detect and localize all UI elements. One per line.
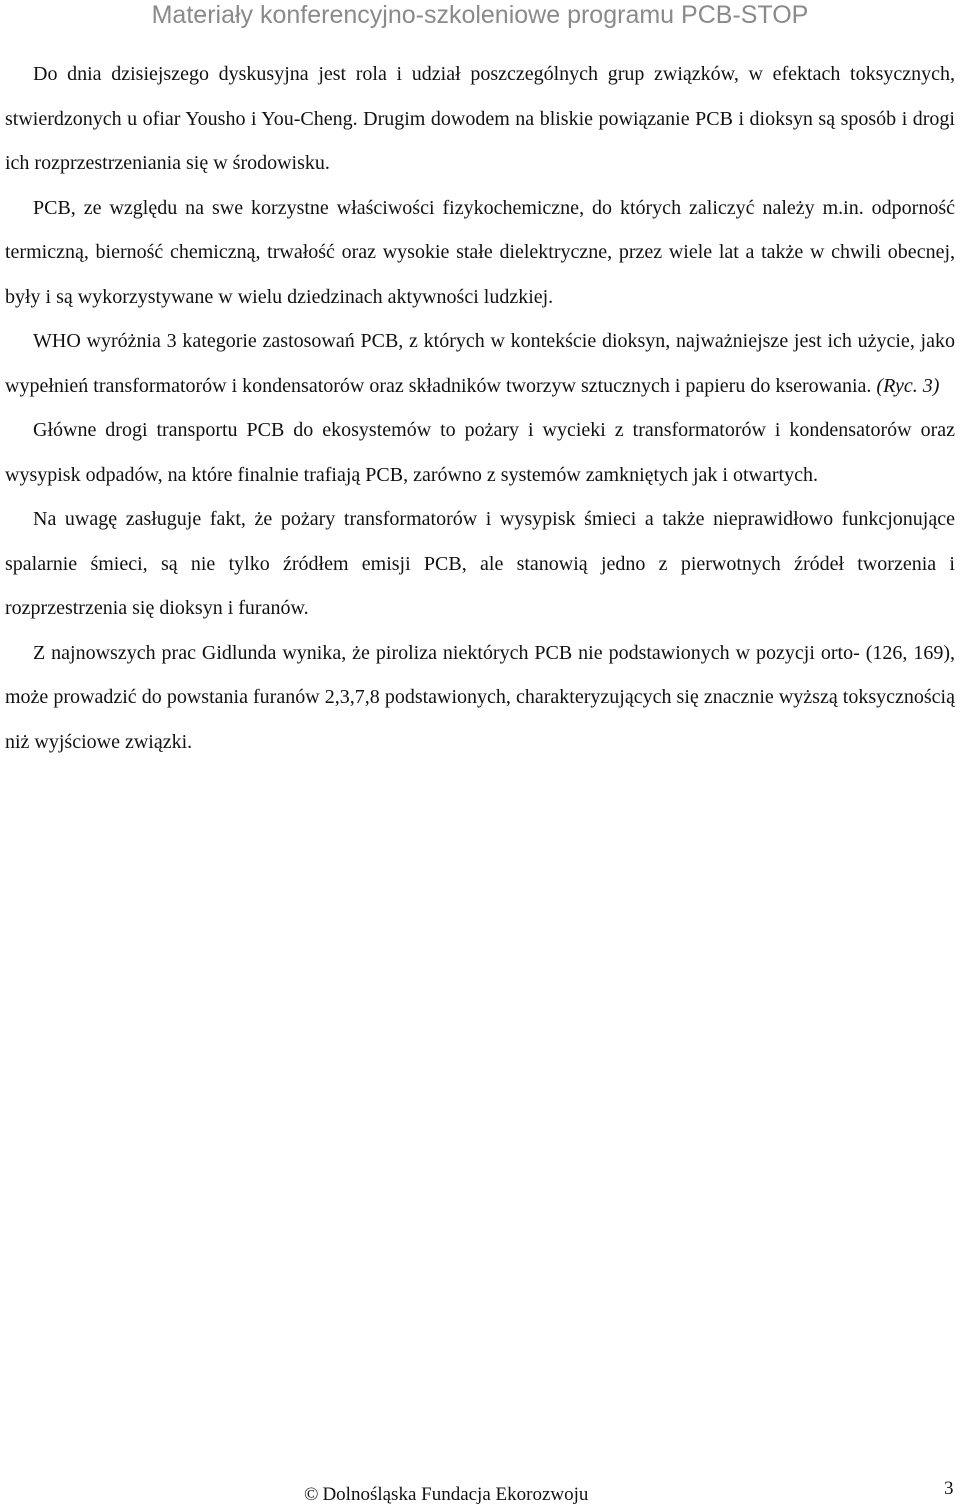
footer-organization: Dolnośląska Fundacja Ekorozwoju bbox=[322, 1484, 589, 1505]
figure-reference: (Ryc. 3) bbox=[876, 374, 940, 397]
paragraph-fires-incinerators bbox=[5, 497, 955, 631]
document-body bbox=[5, 52, 955, 764]
running-header bbox=[0, 0, 960, 30]
header-title: Materiały konferencyjno-szkoleniowe programu PCB-STOP bbox=[151, 1, 809, 29]
paragraph-gidlund-pyrolysis bbox=[5, 631, 955, 765]
paragraph-3-text: WHO wyróżnia 3 kategorie zastosowań PCB, z których w kontekście dioksyn, najważniejsze jest ich użycie, jako wypełnień transformatorów i kondensatorów oraz składników tworzyw sztucznych i papieru do kserowania. bbox=[5, 330, 955, 397]
paragraph-dioxin-transport bbox=[5, 52, 955, 186]
page-number: 3 bbox=[944, 1478, 954, 1499]
paragraph-pcb-properties bbox=[5, 186, 955, 320]
paragraph-who-categories bbox=[5, 319, 955, 408]
paragraph-4-text: Główne drogi transportu PCB do ekosystemów to pożary i wycieki z transformatorów i kondensatorów oraz wysypisk odpadów, na które finalnie trafiają PCB, zarówno z systemów zamkniętych jak i otwartych. bbox=[5, 419, 955, 486]
copyright-icon: © bbox=[304, 1484, 319, 1505]
paragraph-1-text: Do dnia dzisiejszego dyskusyjna jest rola i udział poszczególnych grup związków, w efektach toksycznych, stwierdzonych u ofiar Yousho i You-Cheng. Drugim dowodem na bliskie powiązanie PCB i dioksyn są sposób i drogi ich rozprzestrzeniania się w środowisku. bbox=[5, 63, 955, 174]
paragraph-2-text: PCB, ze względu na swe korzystne właściwości fizykochemiczne, do których zaliczyć należy m.in. odporność termiczną, bierność chemiczną, trwałość oraz wysokie stałe dielektryczne, przez wiele lat a także w chwili obecnej, były i są wykorzystywane w wielu dziedzinach aktywności ludzkiej. bbox=[5, 196, 955, 308]
page-footer bbox=[0, 1478, 960, 1507]
footer-credit bbox=[304, 1483, 588, 1507]
paragraph-5-text: Na uwagę zasługuje fakt, że pożary transformatorów i wysypisk śmieci a także nieprawidłowo funkcjonujące spalarnie śmieci, są nie tylko źródłem emisji PCB, ale stanowią jedno z pierwotnych źródeł tworzenia i rozprzestrzenia się dioksyn i furanów. bbox=[5, 508, 955, 619]
paragraph-transport-routes bbox=[5, 408, 955, 497]
paragraph-6-text: Z najnowszych prac Gidlunda wynika, że piroliza niektórych PCB nie podstawionych w pozycji orto- (126, 169), może prowadzić do powstania furanów 2,3,7,8 podstawionych, charakteryzujących się znacznie wyższą toksycznością niż wyjściowe związki. bbox=[5, 641, 955, 753]
